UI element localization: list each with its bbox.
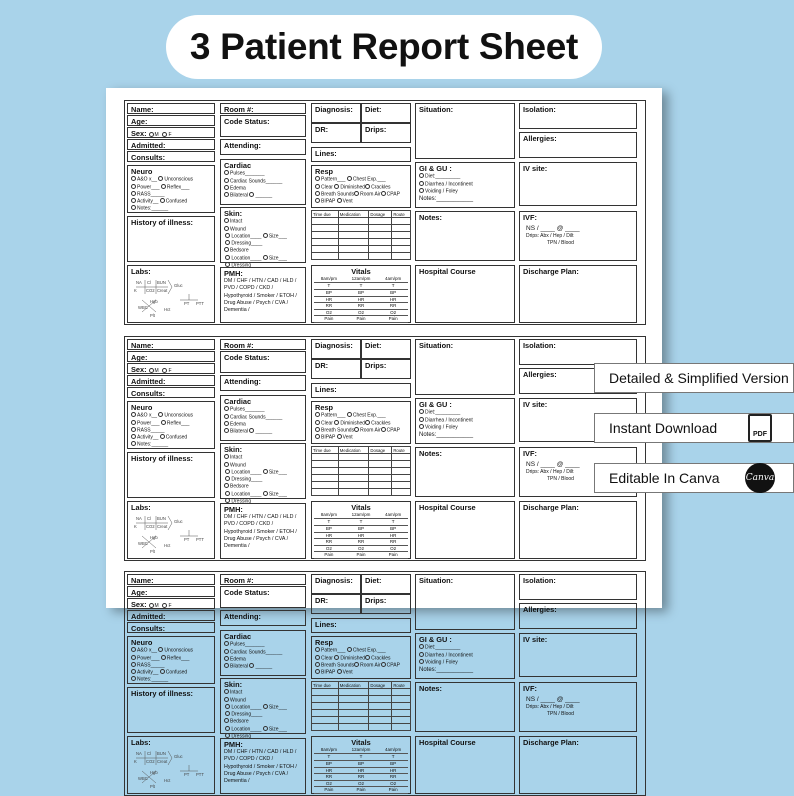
neuro-section[interactable]: Neuro A&O x__ Unconscious Power___ Reflex___ RASS_____ Activity__ Confused Notes:______ bbox=[127, 165, 215, 213]
diet-field[interactable]: Diet: bbox=[361, 574, 411, 594]
notes-field[interactable]: Notes: bbox=[415, 211, 515, 261]
diagnosis-field[interactable]: Diagnosis: bbox=[311, 339, 361, 359]
diet-field[interactable]: Diet: bbox=[361, 103, 411, 123]
situation-field[interactable]: Situation: bbox=[415, 339, 515, 395]
lab-fishbone-diagram bbox=[132, 749, 212, 789]
patient-block bbox=[124, 100, 646, 325]
situation-field[interactable]: Situation: bbox=[415, 574, 515, 630]
gi-gu-section[interactable]: GI & GU : Diet:_________ Diarrhea / Incontinent Voiding / Foley Notes:___________ bbox=[415, 398, 515, 444]
history-of-illness-field[interactable]: History of illness: bbox=[127, 687, 215, 733]
situation-field[interactable]: Situation: bbox=[415, 103, 515, 159]
drips-field[interactable]: Drips: bbox=[361, 123, 411, 143]
code-status-field[interactable]: Code Status: bbox=[220, 586, 306, 608]
notes-field[interactable]: Notes: bbox=[415, 682, 515, 732]
notes-field[interactable]: Notes: bbox=[415, 447, 515, 497]
cardiac-section[interactable]: Cardiac Pulses_______ Cardiac Sounds______ Edema Bilateral ______ bbox=[220, 395, 306, 441]
badge-detailed-version: Detailed & Simplified Version bbox=[594, 363, 794, 393]
admitted-field[interactable]: Admitted: bbox=[127, 375, 215, 386]
female-radio-icon[interactable] bbox=[162, 368, 167, 373]
code-status-field[interactable]: Code Status: bbox=[220, 115, 306, 137]
diagnosis-field[interactable]: Diagnosis: bbox=[311, 574, 361, 594]
allergies-field[interactable]: Allergies: bbox=[519, 603, 637, 629]
age-field[interactable]: Age: bbox=[127, 586, 215, 597]
name-field[interactable]: Name: bbox=[127, 339, 215, 350]
discharge-plan-field[interactable]: Discharge Plan: bbox=[519, 265, 637, 323]
isolation-field[interactable]: Isolation: bbox=[519, 339, 637, 365]
vitals-section[interactable]: Vitals 8am/pm 12am/pm 4am/pm T T T BP BP BP HR HR HR RR RR RR O2 O2 O2 Pain Pain Pain bbox=[311, 736, 411, 794]
pmh-section[interactable]: PMH: DM / CHF / HTN / CAD / HLD / PVD / COPD / CKD / Hypothyroid / Smoker / ETOH / Drug Abuse / Psych / CVA / Dementia / bbox=[220, 267, 306, 323]
name-field[interactable]: Name: bbox=[127, 103, 215, 114]
pdf-icon: PDF bbox=[748, 414, 772, 442]
labs-section[interactable]: Labs: NA Cl BUN K CO2 Creat Gluc Hgb WBC PT PTT Plt Hct bbox=[127, 501, 215, 559]
resp-section[interactable]: Resp Pattern___ Chest Exp.___ Clear Diminished Crackles Breath Sounds Room Air CPAP BIPAP Vent bbox=[311, 165, 411, 208]
attending-field[interactable]: Attending: bbox=[220, 610, 306, 626]
consults-field[interactable]: Consults: bbox=[127, 151, 215, 162]
attending-field[interactable]: Attending: bbox=[220, 375, 306, 391]
room-field[interactable]: Room #: bbox=[220, 103, 306, 114]
patient-block bbox=[124, 571, 646, 796]
neuro-section[interactable]: Neuro A&O x__ Unconscious Power___ Reflex___ RASS_____ Activity__ Confused Notes:______ bbox=[127, 636, 215, 684]
ivf-section[interactable]: IVF: NS / ____ @ ____ Drips: Abx / Hep / Dilt TPN / Blood bbox=[519, 682, 637, 732]
medication-table[interactable]: Time due Medication Dosage Route bbox=[311, 446, 411, 496]
labs-section[interactable]: Labs: NA Cl BUN K CO2 Creat Gluc Hgb WBC PT PTT Plt Hct bbox=[127, 736, 215, 794]
labs-section[interactable]: Labs: NA Cl BUN K CO2 Creat Gluc Hgb WBC PT PTT Plt Hct bbox=[127, 265, 215, 323]
dr-field[interactable]: DR: bbox=[311, 123, 361, 143]
lines-field[interactable]: Lines: bbox=[311, 383, 411, 398]
ivf-section[interactable]: IVF: NS / ____ @ ____ Drips: Abx / Hep / Dilt TPN / Blood bbox=[519, 447, 637, 497]
canva-logo-icon: Canva bbox=[745, 463, 775, 493]
report-sheet-page bbox=[106, 88, 662, 793]
sex-field[interactable]: Sex: M F bbox=[127, 598, 215, 609]
medication-table[interactable]: Time due Medication Dosage Route bbox=[311, 681, 411, 731]
history-of-illness-field[interactable]: History of illness: bbox=[127, 452, 215, 498]
room-field[interactable]: Room #: bbox=[220, 574, 306, 585]
pmh-section[interactable]: PMH: DM / CHF / HTN / CAD / HLD / PVD / COPD / CKD / Hypothyroid / Smoker / ETOH / Drug Abuse / Psych / CVA / Dementia / bbox=[220, 503, 306, 559]
resp-section[interactable]: Resp Pattern___ Chest Exp.___ Clear Diminished Crackles Breath Sounds Room Air CPAP BIPAP Vent bbox=[311, 636, 411, 679]
skin-section[interactable]: Skin: Intact Wound Location____ Size___ Dressing____ Bedsore Location____ Size___ Dressing bbox=[220, 207, 306, 263]
dr-field[interactable]: DR: bbox=[311, 359, 361, 379]
dr-field[interactable]: DR: bbox=[311, 594, 361, 614]
hospital-course-field[interactable]: Hospital Course bbox=[415, 501, 515, 559]
vitals-section[interactable]: Vitals 8am/pm 12am/pm 4am/pm T T T BP BP BP HR HR HR RR RR RR O2 O2 O2 Pain Pain Pain bbox=[311, 501, 411, 559]
cardiac-section[interactable]: Cardiac Pulses_______ Cardiac Sounds______ Edema Bilateral ______ bbox=[220, 159, 306, 205]
isolation-field[interactable]: Isolation: bbox=[519, 103, 637, 129]
admitted-field[interactable]: Admitted: bbox=[127, 610, 215, 621]
allergies-field[interactable]: Allergies: bbox=[519, 368, 637, 394]
badge-editable-canva: Editable In Canva bbox=[594, 463, 794, 493]
female-radio-icon[interactable] bbox=[162, 603, 167, 608]
discharge-plan-field[interactable]: Discharge Plan: bbox=[519, 501, 637, 559]
lab-fishbone-diagram bbox=[132, 514, 212, 554]
male-radio-icon[interactable] bbox=[149, 603, 154, 608]
drips-field[interactable]: Drips: bbox=[361, 594, 411, 614]
male-radio-icon[interactable] bbox=[149, 132, 154, 137]
gi-gu-section[interactable]: GI & GU : Diet:_________ Diarrhea / Incontinent Voiding / Foley Notes:___________ bbox=[415, 162, 515, 208]
iv-site-field[interactable]: IV site: bbox=[519, 633, 637, 677]
diagnosis-field[interactable]: Diagnosis: bbox=[311, 103, 361, 123]
cardiac-section[interactable]: Cardiac Pulses_______ Cardiac Sounds______ Edema Bilateral ______ bbox=[220, 630, 306, 676]
isolation-field[interactable]: Isolation: bbox=[519, 574, 637, 600]
female-radio-icon[interactable] bbox=[162, 132, 167, 137]
sex-field[interactable]: Sex: M F bbox=[127, 127, 215, 138]
age-field[interactable]: Age: bbox=[127, 351, 215, 362]
patient-block bbox=[124, 336, 646, 561]
age-field[interactable]: Age: bbox=[127, 115, 215, 126]
ivf-section[interactable]: IVF: NS / ____ @ ____ Drips: Abx / Hep / Dilt TPN / Blood bbox=[519, 211, 637, 261]
allergies-field[interactable]: Allergies: bbox=[519, 132, 637, 158]
code-status-field[interactable]: Code Status: bbox=[220, 351, 306, 373]
admitted-field[interactable]: Admitted: bbox=[127, 139, 215, 150]
history-of-illness-field[interactable]: History of illness: bbox=[127, 216, 215, 262]
lab-fishbone-diagram bbox=[132, 278, 212, 318]
discharge-plan-field[interactable]: Discharge Plan: bbox=[519, 736, 637, 794]
lines-field[interactable]: Lines: bbox=[311, 618, 411, 633]
hospital-course-field[interactable]: Hospital Course bbox=[415, 736, 515, 794]
skin-section[interactable]: Skin: Intact Wound Location____ Size___ Dressing____ Bedsore Location____ Size___ Dressing bbox=[220, 443, 306, 499]
drips-field[interactable]: Drips: bbox=[361, 359, 411, 379]
iv-site-field[interactable]: IV site: bbox=[519, 398, 637, 442]
room-field[interactable]: Room #: bbox=[220, 339, 306, 350]
neuro-section[interactable]: Neuro A&O x__ Unconscious Power___ Reflex___ RASS_____ Activity__ Confused Notes:______ bbox=[127, 401, 215, 449]
diet-field[interactable]: Diet: bbox=[361, 339, 411, 359]
sex-field[interactable]: Sex: M F bbox=[127, 363, 215, 374]
lines-field[interactable]: Lines: bbox=[311, 147, 411, 162]
skin-section[interactable]: Skin: Intact Wound Location____ Size___ Dressing____ Bedsore Location____ Size___ Dressing bbox=[220, 678, 306, 734]
hospital-course-field[interactable]: Hospital Course bbox=[415, 265, 515, 323]
iv-site-field[interactable]: IV site: bbox=[519, 162, 637, 206]
consults-field[interactable]: Consults: bbox=[127, 387, 215, 398]
pmh-section[interactable]: PMH: DM / CHF / HTN / CAD / HLD / PVD / COPD / CKD / Hypothyroid / Smoker / ETOH / Drug Abuse / Psych / CVA / Dementia / bbox=[220, 738, 306, 794]
gi-gu-section[interactable]: GI & GU : Diet:_________ Diarrhea / Incontinent Voiding / Foley Notes:___________ bbox=[415, 633, 515, 679]
consults-field[interactable]: Consults: bbox=[127, 622, 215, 633]
name-field[interactable]: Name: bbox=[127, 574, 215, 585]
attending-field[interactable]: Attending: bbox=[220, 139, 306, 155]
vitals-section[interactable]: Vitals 8am/pm 12am/pm 4am/pm T T T BP BP BP HR HR HR RR RR RR O2 O2 O2 Pain Pain Pain bbox=[311, 265, 411, 323]
resp-section[interactable]: Resp Pattern___ Chest Exp.___ Clear Diminished Crackles Breath Sounds Room Air CPAP BIPAP Vent bbox=[311, 401, 411, 444]
male-radio-icon[interactable] bbox=[149, 368, 154, 373]
title-banner: 3 Patient Report Sheet bbox=[166, 15, 602, 79]
badge-instant-download: Instant Download bbox=[594, 413, 794, 443]
medication-table[interactable]: Time due Medication Dosage Route bbox=[311, 210, 411, 260]
